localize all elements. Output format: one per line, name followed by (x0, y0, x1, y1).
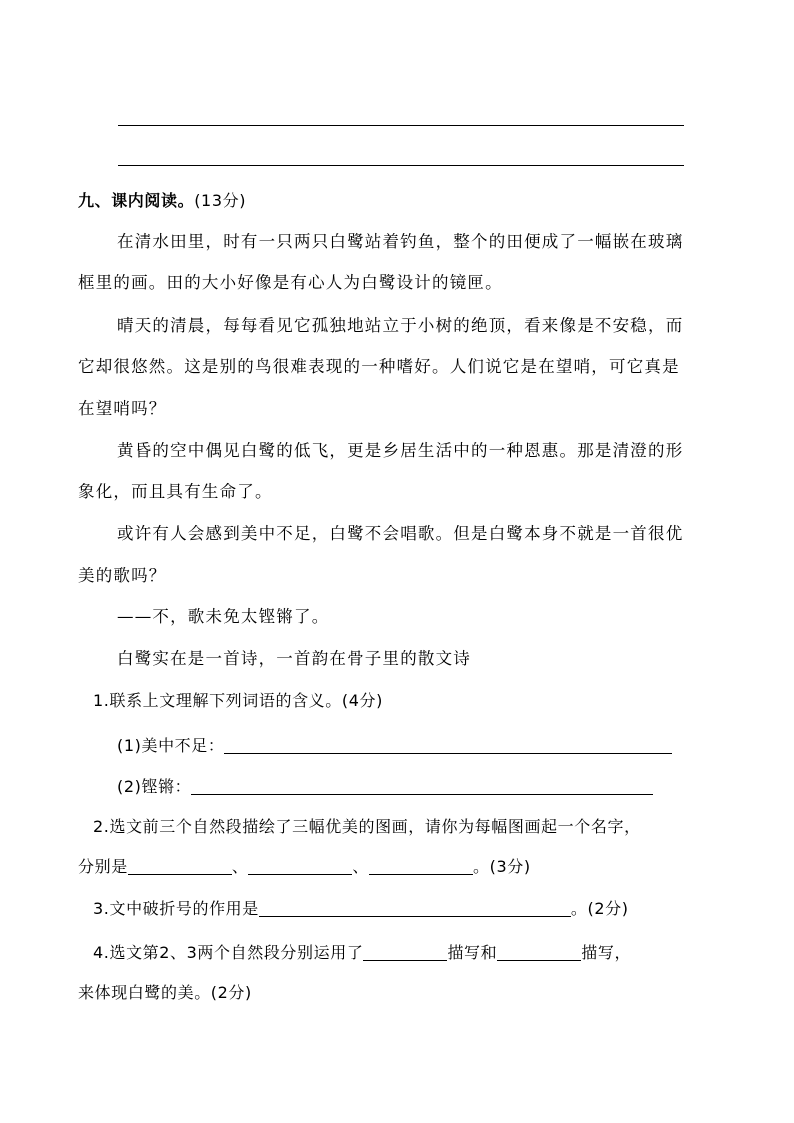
answer-line-2[interactable] (118, 165, 684, 166)
passage-line: 黄昏的空中偶见白鹭的低飞，更是乡居生活中的一种恩惠。那是清澄的形 (117, 441, 684, 460)
answer-blank[interactable] (224, 737, 672, 754)
answer-blank[interactable] (248, 858, 352, 875)
question-4-line-2: 来体现白鹭的美。(2分) (78, 983, 252, 1002)
question-2-suffix: 。(3分) (473, 857, 531, 876)
passage-line: 白鹭实在是一首诗，一首韵在骨子里的散文诗 (117, 649, 471, 668)
question-4-suffix: 描写， (581, 943, 632, 962)
question-4-mid: 描写和 (447, 943, 498, 962)
passage-line: 美的歌吗？ (78, 566, 167, 585)
answer-blank[interactable] (497, 944, 581, 961)
question-2-line-1: 2.选文前三个自然段描绘了三幅优美的图画，请你为每幅图画起一个名字， (93, 817, 641, 836)
passage-line: 在清水田里，时有一只两只白鹭站着钓鱼，整个的田便成了一幅嵌在玻璃 (117, 232, 684, 251)
answer-blank[interactable] (259, 900, 571, 917)
question-4-line-1 (93, 942, 631, 964)
answer-blank[interactable] (191, 778, 653, 795)
question-2-line-2 (78, 856, 531, 878)
answer-blank[interactable] (128, 858, 232, 875)
question-2-separator: 、 (352, 857, 370, 876)
passage-line: 在望哨吗？ (78, 399, 167, 418)
answer-blank[interactable] (363, 944, 447, 961)
question-3-prefix: 3.文中破折号的作用是 (93, 899, 259, 918)
passage-line: 框里的画。田的大小好像是有心人为白鹭设计的镜匣。 (78, 273, 503, 292)
question-3 (93, 898, 629, 920)
question-2-separator: 、 (231, 857, 249, 876)
passage-line: 或许有人会感到美中不足，白鹭不会唱歌。但是白鹭本身不就是一首很优 (117, 524, 684, 543)
section-title: 九、课内阅读。 (78, 191, 195, 210)
passage-line: 晴天的清晨，每每看见它孤独地站立于小树的绝顶，看来像是不安稳，而 (117, 316, 684, 335)
question-4-prefix: 4.选文第2、3两个自然段分别运用了 (93, 943, 364, 962)
question-1-item-2 (117, 776, 653, 798)
passage-line: ——不，歌未免太铿锵了。 (117, 607, 330, 626)
question-2-prefix: 分别是 (78, 857, 128, 876)
section-score: (13分) (194, 191, 247, 210)
answer-line-1[interactable] (118, 125, 684, 126)
question-1-item-1-label: (1)美中不足： (117, 736, 225, 755)
answer-blank[interactable] (369, 858, 473, 875)
passage-line: 象化，而且具有生命了。 (78, 482, 273, 501)
section-heading (78, 190, 246, 212)
question-1: 1.联系上文理解下列词语的含义。(4分) (93, 691, 383, 710)
question-1-item-2-label: (2)铿锵： (117, 777, 192, 796)
passage-line: 它却很悠然。这是别的鸟很难表现的一种嗜好。人们说它是在望哨，可它真是 (78, 357, 680, 376)
question-1-item-1 (117, 735, 672, 757)
question-3-suffix: 。(2分) (570, 899, 629, 918)
